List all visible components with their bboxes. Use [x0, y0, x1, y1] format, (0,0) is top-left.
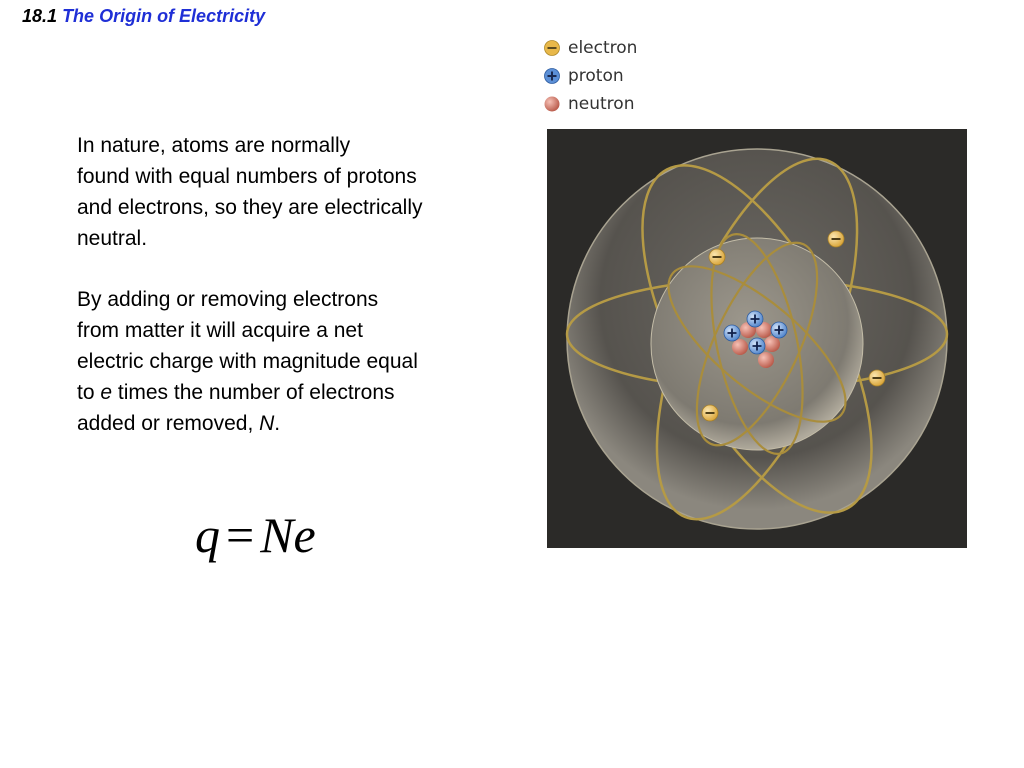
text-line: In nature, atoms are normally	[77, 134, 351, 157]
paragraph-net-charge	[77, 284, 507, 439]
paragraph-neutral-atoms	[77, 130, 507, 254]
electron	[828, 231, 844, 247]
proton	[724, 325, 740, 341]
text-fragment: .	[274, 412, 281, 435]
text-line-with-e	[77, 377, 507, 408]
proton	[747, 311, 763, 327]
formula-rhs: Ne	[260, 507, 316, 563]
legend-label-proton: proton	[568, 66, 624, 86]
electron	[869, 370, 885, 386]
atom-svg	[547, 129, 967, 548]
text-line-with-n	[77, 408, 507, 439]
atom-legend	[544, 34, 637, 118]
text-fragment: added or removed,	[77, 412, 260, 435]
proton	[771, 322, 787, 338]
text-line: from matter it will acquire a net	[77, 319, 363, 342]
neutron	[764, 336, 780, 352]
text-line: By adding or removing electrons	[77, 288, 379, 311]
charge-formula	[195, 506, 316, 564]
formula-lhs: q	[195, 507, 220, 563]
slide-header	[22, 6, 265, 27]
text-line: found with equal numbers of protons	[77, 165, 417, 188]
text-line: and electrons, so they are electrically	[77, 196, 423, 219]
electron-icon	[544, 40, 560, 56]
text-line: neutral.	[77, 227, 148, 250]
electron	[702, 405, 718, 421]
neutron-icon	[544, 96, 560, 112]
slide-title: The Origin of Electricity	[62, 6, 266, 26]
body-text	[77, 130, 507, 469]
variable-e: e	[100, 381, 113, 404]
text-fragment: times the number of electrons	[112, 381, 395, 404]
legend-label-neutron: neutron	[568, 94, 635, 114]
electron	[709, 249, 725, 265]
section-number: 18.1	[22, 6, 58, 26]
text-fragment: to	[77, 381, 101, 404]
atom-illustration	[547, 129, 967, 548]
legend-item-electron	[544, 34, 637, 62]
legend-label-electron: electron	[568, 38, 638, 58]
neutron	[758, 352, 774, 368]
proton	[749, 338, 765, 354]
formula-equals: =	[226, 507, 255, 563]
text-line: electric charge with magnitude equal	[77, 350, 418, 373]
neutron	[732, 339, 748, 355]
legend-item-proton	[544, 62, 637, 90]
proton-icon	[544, 68, 560, 84]
legend-item-neutron	[544, 90, 637, 118]
variable-n: N	[259, 412, 275, 435]
